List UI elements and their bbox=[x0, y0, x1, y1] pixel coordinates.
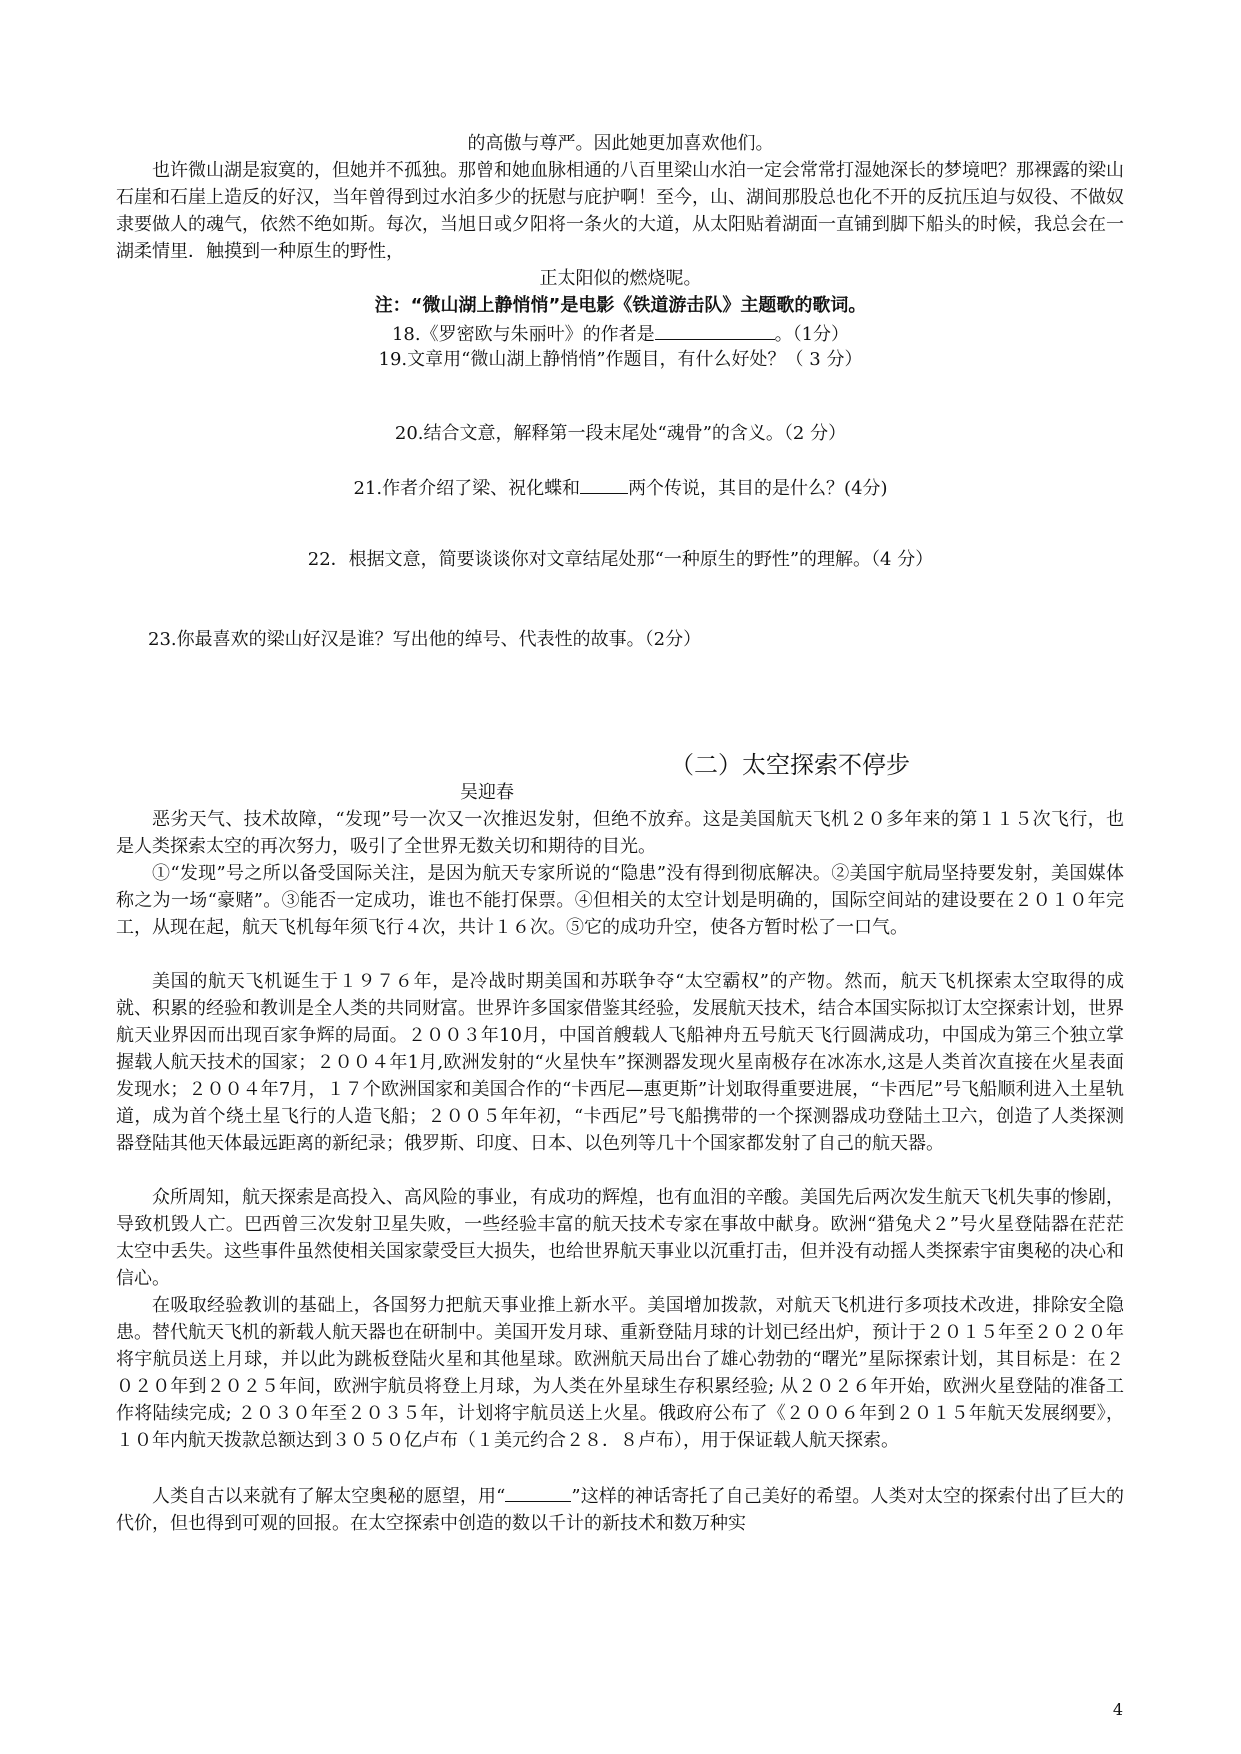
article-paragraph bbox=[116, 1481, 1124, 1537]
article-paragraph: ①“发现”号之所以备受国际关注，是因为航天专家所说的“隐患”没有得到彻底解决。②美国宇航局坚持要发射，美国媒体称之为一场“豪赌”。③能否一定成功，谁也不能打保票。④但相关的太空计划是明确的，国际空间站的建设要在２０１０年完工，从现在起，航天飞机每年须飞行４次，共计１６次。⑤它的成功升空，使各方暂时松了一口气。 bbox=[116, 863, 1124, 938]
passage-line: 正太阳似的燃烧呢。 bbox=[539, 268, 702, 289]
question-text: 两个传说，其目的是什么？(4分) bbox=[628, 478, 888, 499]
question-19: 19.文章用“微山湖上静悄悄”作题目，有什么好处？（ 3 分） bbox=[378, 349, 863, 370]
question-21 bbox=[0, 473, 1241, 502]
article-paragraph: 在吸取经验教训的基础上，各国努力把航天事业推上新水平。美国增加拨款，对航天飞机进行多项技术改进，排除安全隐患。替代航天飞机的新载人航天器也在研制中。美国开发月球、重新登陆月球的计划已经出炉，预计于２０１５年至２０２０年将宇航员送上月球，并以此为跳板登陆火星和其他星球。欧洲航天局出台了雄心勃勃的“曙光”星际探索计划，其目标是：在２０２０年到２０２５年间，欧洲宇航员将登上月球，为人类在外星球生存积累经验; 从２０２６年开始，欧洲火星登陆的准备工作将陆续完成; ２０３０年至２０３５年，计划将宇航员送上火星。俄政府公布了《２００６年到２０１５年航天发展纲要》，１０年内航天拨款总额达到３０５０亿卢布（１美元约合２８．８卢布），用于保证载人航天探索。 bbox=[116, 1295, 1124, 1451]
page-number: 4 bbox=[1112, 1700, 1123, 1719]
passage-paragraph: 也许微山湖是寂寞的，但她并不孤独。那曾和她血脉相通的八百里梁山水泊一定会常常打湿她深长的梦境吧？那裸露的梁山石崖和石崖上造反的好汉，当年曾得到过水泊多少的抚慰与庇护啊！至今，山、湖间那股总也化不开的反抗压迫与奴役、不做奴隶要做人的魂气，依然不绝如斯。每次，当旭日或夕阳将一条火的大道，从太阳贴着湖面一直铺到脚下船头的时候，我总会在一湖柔情里．触摸到一种原生的野性， bbox=[116, 160, 1124, 262]
question-text: 。（1分） bbox=[774, 324, 850, 345]
question-23: 23.你最喜欢的梁山好汉是谁？写出他的绰号、代表性的故事。（2分） bbox=[148, 629, 702, 650]
article-text: 人类自古以来就有了解太空奥秘的愿望，用“ bbox=[152, 1486, 506, 1507]
passage-line: 的高傲与尊严。因此她更加喜欢他们。 bbox=[467, 133, 774, 154]
question-20: 20.结合文意，解释第一段末尾处“魂骨”的含义。（2 分） bbox=[394, 423, 847, 444]
article-paragraph: 美国的航天飞机诞生于１９７６年，是冷战时期美国和苏联争夺“太空霸权”的产物。然而，航天飞机探索太空取得的成就、积累的经验和教训是全人类的共同财富。世界许多国家借鉴其经验，发展航天技术，结合本国实际拟订太空探索计划，世界航天业界因而出现百家争辉的局面。２００３年10月，中国首艘载人飞船神舟五号航天飞行圆满成功，中国成为第三个独立掌握载人航天技术的国家；２００４年1月,欧洲发射的“火星快车”探测器发现火星南极存在冰冻水,这是人类首次直接在火星表面发现水；２００４年7月，１７个欧洲国家和美国合作的“卡西尼—惠更斯”计划取得重要进展，“卡西尼”号飞船顺利进入土星轨道，成为首个绕土星飞行的人造飞船；２００５年年初，“卡西尼”号飞船携带的一个探测器成功登陆土卫六，创造了人类探测器登陆其他天体最远距离的新纪录；俄罗斯、印度、日本、以色列等几十个国家都发射了自己的航天器。 bbox=[116, 971, 1124, 1154]
note: 注：“微山湖上静悄悄”是电影《铁道游击队》主题歌的歌词。 bbox=[374, 295, 867, 316]
question-text: 21.作者介绍了梁、祝化蝶和 bbox=[353, 478, 581, 499]
article-paragraph: 众所周知，航天探索是高投入、高风险的事业，有成功的辉煌，也有血泪的辛酸。美国先后两次发生航天飞机失事的惨剧，导致机毁人亡。巴西曾三次发射卫星失败，一些经验丰富的航天技术专家在事故中献身。欧洲“猎兔犬２”号火星登陆器在茫茫太空中丢失。这些事件虽然使相关国家蒙受巨大损失，也给世界航天事业以沉重打击，但并没有动摇人类探索宇宙奥秘的决心和信心。 bbox=[116, 1187, 1124, 1289]
question-22: 22．根据文意，简要谈谈你对文章结尾处那“一种原生的野性”的理解。（4 分） bbox=[307, 549, 934, 570]
answer-blank[interactable] bbox=[655, 319, 775, 340]
answer-blank[interactable] bbox=[505, 1481, 571, 1502]
question-18 bbox=[0, 319, 1241, 348]
author: 吴迎春 bbox=[460, 782, 514, 803]
article-paragraph: 恶劣天气、技术故障，“发现”号一次又一次推迟发射，但绝不放弃。这是美国航天飞机２０多年来的第１１５次飞行，也是人类探索太空的再次努力，吸引了全世界无数关切和期待的目光。 bbox=[116, 809, 1124, 857]
section-title: （二）太空探索不停步 bbox=[670, 751, 910, 779]
answer-blank[interactable] bbox=[580, 473, 628, 494]
article-text: ”这样的神话寄托了自己美好的希望。人类对太空的探索付出了巨大的代价，但也得到可观的回报。在太空探索中创造的数以千计的新技术和数万种实 bbox=[116, 1486, 1124, 1534]
question-text: 18.《罗密欧与朱丽叶》的作者是 bbox=[391, 324, 655, 345]
